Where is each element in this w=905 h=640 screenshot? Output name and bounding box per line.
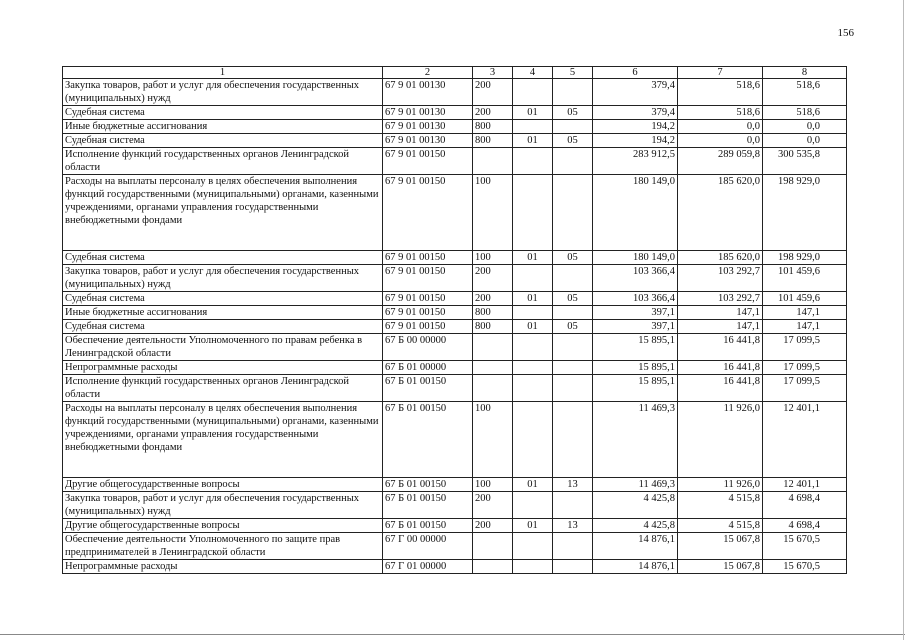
table-row bbox=[63, 292, 847, 306]
row-expense-type-cell: 200 bbox=[473, 79, 513, 106]
table-row bbox=[63, 519, 847, 533]
row-subsection-cell bbox=[553, 334, 593, 361]
row-section-cell bbox=[513, 306, 553, 320]
row-subsection-cell: 05 bbox=[553, 251, 593, 265]
row-value-year2-cell: 147,1 bbox=[678, 320, 763, 334]
table-row bbox=[63, 361, 847, 375]
row-value-year1-cell: 103 366,4 bbox=[593, 292, 678, 306]
row-section-cell bbox=[513, 265, 553, 292]
row-value-year2-cell: 16 441,8 bbox=[678, 375, 763, 402]
row-subsection-cell: 05 bbox=[553, 134, 593, 148]
row-code-cell: 67 Б 01 00150 bbox=[383, 402, 473, 478]
row-expense-type-cell: 800 bbox=[473, 306, 513, 320]
table-row bbox=[63, 402, 847, 478]
row-code-cell: 67 9 01 00150 bbox=[383, 265, 473, 292]
row-subsection-cell bbox=[553, 492, 593, 519]
row-value-year3-cell: 101 459,6 bbox=[763, 292, 847, 306]
row-expense-type-cell: 200 bbox=[473, 492, 513, 519]
row-value-year2-cell: 4 515,8 bbox=[678, 492, 763, 519]
row-value-year2-cell: 0,0 bbox=[678, 120, 763, 134]
row-value-year3-cell: 4 698,4 bbox=[763, 492, 847, 519]
row-code-cell: 67 9 01 00130 bbox=[383, 106, 473, 120]
row-name-cell: Закупка товаров, работ и услуг для обеспечения государственных (муниципальных) нужд bbox=[63, 79, 383, 106]
row-value-year1-cell: 180 149,0 bbox=[593, 175, 678, 251]
row-value-year2-cell: 518,6 bbox=[678, 79, 763, 106]
table-row bbox=[63, 106, 847, 120]
row-section-cell: 01 bbox=[513, 251, 553, 265]
row-code-cell: 67 9 01 00130 bbox=[383, 79, 473, 106]
row-value-year1-cell: 397,1 bbox=[593, 306, 678, 320]
row-name-cell: Судебная система bbox=[63, 106, 383, 120]
row-section-cell bbox=[513, 120, 553, 134]
row-expense-type-cell: 800 bbox=[473, 134, 513, 148]
row-name-cell: Судебная система bbox=[63, 134, 383, 148]
row-value-year1-cell: 15 895,1 bbox=[593, 334, 678, 361]
row-subsection-cell: 13 bbox=[553, 478, 593, 492]
row-code-cell: 67 9 01 00150 bbox=[383, 175, 473, 251]
row-section-cell: 01 bbox=[513, 519, 553, 533]
table-row bbox=[63, 560, 847, 574]
row-value-year3-cell: 17 099,5 bbox=[763, 375, 847, 402]
table-row bbox=[63, 492, 847, 519]
row-subsection-cell: 05 bbox=[553, 292, 593, 306]
row-value-year1-cell: 397,1 bbox=[593, 320, 678, 334]
budget-table bbox=[62, 66, 847, 574]
row-name-cell: Другие общегосударственные вопросы bbox=[63, 478, 383, 492]
row-code-cell: 67 9 01 00130 bbox=[383, 134, 473, 148]
scan-edge-line bbox=[903, 0, 904, 640]
row-value-year2-cell: 16 441,8 bbox=[678, 361, 763, 375]
column-header: 7 bbox=[678, 67, 763, 79]
table-row bbox=[63, 334, 847, 361]
row-value-year3-cell: 147,1 bbox=[763, 306, 847, 320]
row-code-cell: 67 9 01 00150 bbox=[383, 320, 473, 334]
row-value-year1-cell: 11 469,3 bbox=[593, 402, 678, 478]
row-name-cell: Судебная система bbox=[63, 320, 383, 334]
row-code-cell: 67 Г 01 00000 bbox=[383, 560, 473, 574]
row-value-year1-cell: 4 425,8 bbox=[593, 492, 678, 519]
row-value-year2-cell: 103 292,7 bbox=[678, 292, 763, 306]
row-section-cell bbox=[513, 361, 553, 375]
row-value-year1-cell: 283 912,5 bbox=[593, 148, 678, 175]
row-code-cell: 67 Б 01 00150 bbox=[383, 478, 473, 492]
row-expense-type-cell: 200 bbox=[473, 265, 513, 292]
row-section-cell bbox=[513, 560, 553, 574]
row-code-cell: 67 Б 01 00150 bbox=[383, 375, 473, 402]
table-row bbox=[63, 120, 847, 134]
page-number: 156 bbox=[837, 27, 854, 39]
row-expense-type-cell: 100 bbox=[473, 175, 513, 251]
row-value-year3-cell: 15 670,5 bbox=[763, 533, 847, 560]
row-code-cell: 67 Б 00 00000 bbox=[383, 334, 473, 361]
row-name-cell: Непрограммные расходы bbox=[63, 361, 383, 375]
row-subsection-cell bbox=[553, 560, 593, 574]
row-expense-type-cell: 200 bbox=[473, 519, 513, 533]
row-section-cell bbox=[513, 402, 553, 478]
row-name-cell: Судебная система bbox=[63, 251, 383, 265]
row-value-year2-cell: 15 067,8 bbox=[678, 533, 763, 560]
row-value-year2-cell: 518,6 bbox=[678, 106, 763, 120]
row-value-year3-cell: 147,1 bbox=[763, 320, 847, 334]
table-row bbox=[63, 134, 847, 148]
row-name-cell: Другие общегосударственные вопросы bbox=[63, 519, 383, 533]
column-header: 5 bbox=[553, 67, 593, 79]
row-value-year1-cell: 14 876,1 bbox=[593, 533, 678, 560]
row-value-year1-cell: 180 149,0 bbox=[593, 251, 678, 265]
row-section-cell: 01 bbox=[513, 478, 553, 492]
row-section-cell: 01 bbox=[513, 292, 553, 306]
row-subsection-cell bbox=[553, 402, 593, 478]
table-row bbox=[63, 533, 847, 560]
row-value-year1-cell: 4 425,8 bbox=[593, 519, 678, 533]
row-name-cell: Закупка товаров, работ и услуг для обеспечения государственных (муниципальных) нужд bbox=[63, 492, 383, 519]
scan-edge-line bbox=[0, 634, 905, 635]
row-value-year3-cell: 101 459,6 bbox=[763, 265, 847, 292]
row-section-cell: 01 bbox=[513, 106, 553, 120]
table-row bbox=[63, 306, 847, 320]
row-value-year3-cell: 0,0 bbox=[763, 120, 847, 134]
row-value-year1-cell: 15 895,1 bbox=[593, 375, 678, 402]
row-expense-type-cell: 100 bbox=[473, 251, 513, 265]
row-section-cell: 01 bbox=[513, 134, 553, 148]
row-section-cell bbox=[513, 79, 553, 106]
row-name-cell: Расходы на выплаты персоналу в целях обеспечения выполнения функций государственными (муниципальными) органами, казенными учреждениями, органами управления государственными внебюджетными фондами bbox=[63, 175, 383, 251]
row-expense-type-cell bbox=[473, 533, 513, 560]
row-value-year2-cell: 11 926,0 bbox=[678, 478, 763, 492]
row-value-year1-cell: 379,4 bbox=[593, 106, 678, 120]
row-value-year1-cell: 14 876,1 bbox=[593, 560, 678, 574]
column-header: 4 bbox=[513, 67, 553, 79]
row-name-cell: Судебная система bbox=[63, 292, 383, 306]
row-subsection-cell bbox=[553, 79, 593, 106]
row-subsection-cell: 05 bbox=[553, 106, 593, 120]
row-subsection-cell bbox=[553, 375, 593, 402]
row-name-cell: Непрограммные расходы bbox=[63, 560, 383, 574]
column-header: 8 bbox=[763, 67, 847, 79]
row-value-year2-cell: 185 620,0 bbox=[678, 175, 763, 251]
row-value-year2-cell: 11 926,0 bbox=[678, 402, 763, 478]
row-value-year3-cell: 518,6 bbox=[763, 79, 847, 106]
row-value-year1-cell: 194,2 bbox=[593, 134, 678, 148]
row-value-year2-cell: 15 067,8 bbox=[678, 560, 763, 574]
row-expense-type-cell: 100 bbox=[473, 402, 513, 478]
row-value-year3-cell: 300 535,8 bbox=[763, 148, 847, 175]
row-value-year3-cell: 15 670,5 bbox=[763, 560, 847, 574]
row-value-year1-cell: 379,4 bbox=[593, 79, 678, 106]
row-value-year3-cell: 17 099,5 bbox=[763, 334, 847, 361]
column-header: 2 bbox=[383, 67, 473, 79]
row-value-year1-cell: 103 366,4 bbox=[593, 265, 678, 292]
table-body bbox=[63, 79, 847, 574]
row-subsection-cell bbox=[553, 175, 593, 251]
column-header: 6 bbox=[593, 67, 678, 79]
table-row bbox=[63, 148, 847, 175]
row-value-year2-cell: 185 620,0 bbox=[678, 251, 763, 265]
table-row bbox=[63, 251, 847, 265]
row-subsection-cell bbox=[553, 306, 593, 320]
row-section-cell bbox=[513, 375, 553, 402]
row-code-cell: 67 Г 00 00000 bbox=[383, 533, 473, 560]
row-expense-type-cell bbox=[473, 560, 513, 574]
row-section-cell bbox=[513, 492, 553, 519]
row-code-cell: 67 9 01 00150 bbox=[383, 292, 473, 306]
row-value-year2-cell: 4 515,8 bbox=[678, 519, 763, 533]
row-name-cell: Исполнение функций государственных органов Ленинградской области bbox=[63, 148, 383, 175]
row-value-year3-cell: 12 401,1 bbox=[763, 402, 847, 478]
row-value-year3-cell: 518,6 bbox=[763, 106, 847, 120]
row-name-cell: Расходы на выплаты персоналу в целях обеспечения выполнения функций государственными (муниципальными) органами, казенными учреждениями, органами управления государственными внебюджетными фондами bbox=[63, 402, 383, 478]
row-value-year3-cell: 198 929,0 bbox=[763, 251, 847, 265]
column-number-row bbox=[63, 67, 847, 79]
row-value-year2-cell: 16 441,8 bbox=[678, 334, 763, 361]
row-value-year3-cell: 12 401,1 bbox=[763, 478, 847, 492]
row-subsection-cell bbox=[553, 265, 593, 292]
row-value-year3-cell: 198 929,0 bbox=[763, 175, 847, 251]
row-value-year2-cell: 147,1 bbox=[678, 306, 763, 320]
row-section-cell bbox=[513, 533, 553, 560]
row-value-year3-cell: 4 698,4 bbox=[763, 519, 847, 533]
row-value-year1-cell: 11 469,3 bbox=[593, 478, 678, 492]
table-row bbox=[63, 375, 847, 402]
column-header: 3 bbox=[473, 67, 513, 79]
row-value-year1-cell: 15 895,1 bbox=[593, 361, 678, 375]
row-name-cell: Иные бюджетные ассигнования bbox=[63, 306, 383, 320]
row-name-cell: Исполнение функций государственных органов Ленинградской области bbox=[63, 375, 383, 402]
row-expense-type-cell bbox=[473, 334, 513, 361]
row-subsection-cell bbox=[553, 361, 593, 375]
row-section-cell bbox=[513, 175, 553, 251]
column-header: 1 bbox=[63, 67, 383, 79]
row-expense-type-cell bbox=[473, 148, 513, 175]
table-row bbox=[63, 79, 847, 106]
row-code-cell: 67 9 01 00150 bbox=[383, 306, 473, 320]
row-expense-type-cell: 200 bbox=[473, 292, 513, 306]
row-code-cell: 67 Б 01 00000 bbox=[383, 361, 473, 375]
row-name-cell: Иные бюджетные ассигнования bbox=[63, 120, 383, 134]
row-expense-type-cell: 800 bbox=[473, 120, 513, 134]
row-code-cell: 67 9 01 00150 bbox=[383, 148, 473, 175]
row-subsection-cell bbox=[553, 148, 593, 175]
row-subsection-cell bbox=[553, 533, 593, 560]
row-value-year2-cell: 103 292,7 bbox=[678, 265, 763, 292]
row-name-cell: Закупка товаров, работ и услуг для обеспечения государственных (муниципальных) нужд bbox=[63, 265, 383, 292]
row-subsection-cell: 13 bbox=[553, 519, 593, 533]
row-subsection-cell: 05 bbox=[553, 320, 593, 334]
row-value-year2-cell: 0,0 bbox=[678, 134, 763, 148]
table-row bbox=[63, 265, 847, 292]
row-section-cell bbox=[513, 148, 553, 175]
row-expense-type-cell bbox=[473, 361, 513, 375]
row-name-cell: Обеспечение деятельности Уполномоченного по правам ребенка в Ленинградской области bbox=[63, 334, 383, 361]
row-expense-type-cell: 100 bbox=[473, 478, 513, 492]
table-row bbox=[63, 478, 847, 492]
row-code-cell: 67 9 01 00150 bbox=[383, 251, 473, 265]
row-section-cell bbox=[513, 334, 553, 361]
row-expense-type-cell: 800 bbox=[473, 320, 513, 334]
table-row bbox=[63, 320, 847, 334]
row-name-cell: Обеспечение деятельности Уполномоченного по защите прав предпринимателей в Ленинградской области bbox=[63, 533, 383, 560]
row-subsection-cell bbox=[553, 120, 593, 134]
row-code-cell: 67 9 01 00130 bbox=[383, 120, 473, 134]
row-expense-type-cell bbox=[473, 375, 513, 402]
row-section-cell: 01 bbox=[513, 320, 553, 334]
row-code-cell: 67 Б 01 00150 bbox=[383, 519, 473, 533]
row-value-year3-cell: 17 099,5 bbox=[763, 361, 847, 375]
row-value-year2-cell: 289 059,8 bbox=[678, 148, 763, 175]
row-code-cell: 67 Б 01 00150 bbox=[383, 492, 473, 519]
table-row bbox=[63, 175, 847, 251]
row-value-year3-cell: 0,0 bbox=[763, 134, 847, 148]
row-value-year1-cell: 194,2 bbox=[593, 120, 678, 134]
row-expense-type-cell: 200 bbox=[473, 106, 513, 120]
